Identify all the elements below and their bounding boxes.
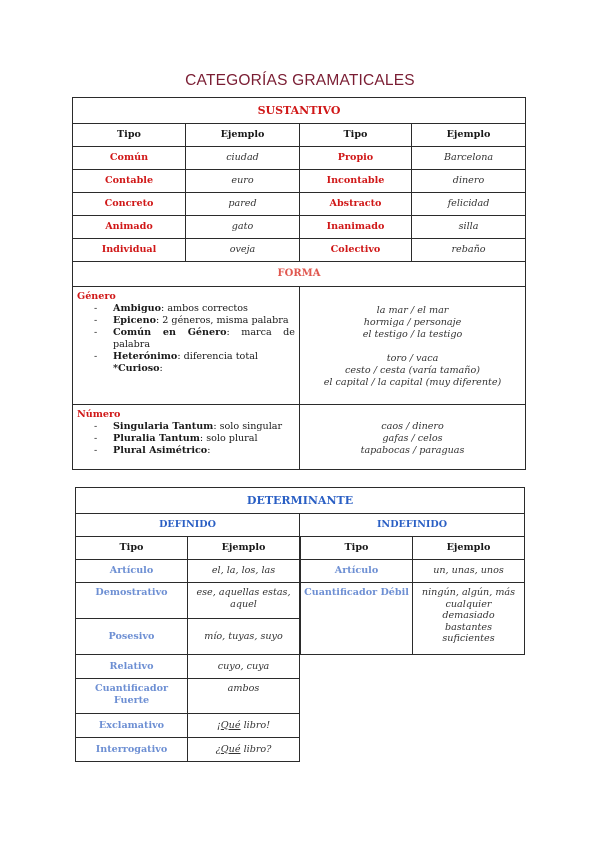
ejemplo-cell: ciudad: [186, 147, 300, 170]
list-item: - Singularia Tantum: solo singular: [94, 421, 283, 432]
tipo-cell: Propio: [300, 147, 412, 170]
determinante-heading: DETERMINANTE: [76, 488, 525, 514]
ejemplo-cell: cuyo, cuya: [188, 655, 300, 679]
tipo-cell: Cuantificador Débil: [301, 583, 413, 655]
tipo-cell: Inanimado: [300, 216, 412, 239]
col-header-ejemplo: Ejemplo: [188, 537, 300, 560]
list-item: - Plural Asimétrico:: [94, 445, 211, 456]
table-row: [73, 239, 526, 262]
list-item: - Pluralia Tantum: solo plural: [94, 433, 258, 444]
ejemplo-cell: Barcelona: [412, 147, 526, 170]
tipo-cell: Exclamativo: [76, 714, 188, 738]
tipo-cell: Interrogativo: [76, 738, 188, 762]
table-row: [76, 560, 300, 583]
ejemplo-cell: ningún, algún, más cualquier demasiado bastantes suficientes: [413, 583, 525, 655]
list-item: - Ambiguo: ambos correctos: [94, 303, 248, 314]
tipo-cell: Artículo: [76, 560, 188, 583]
list-item: - Epiceno: 2 géneros, misma palabra: [94, 315, 289, 326]
forma-heading: FORMA: [73, 262, 526, 287]
ejemplo-cell: oveja: [186, 239, 300, 262]
numero-label: Número: [77, 409, 121, 420]
col-header-ejemplo: Ejemplo: [412, 124, 526, 147]
table-row: [76, 714, 300, 738]
definido-heading: DEFINIDO: [76, 514, 300, 537]
table-row: [73, 193, 526, 216]
numero-cell: [73, 405, 300, 470]
col-header-tipo: Tipo: [300, 124, 412, 147]
ejemplo-cell: gato: [186, 216, 300, 239]
col-header-tipo: Tipo: [73, 124, 186, 147]
col-header-tipo: Tipo: [301, 537, 413, 560]
tipo-cell: Común: [73, 147, 186, 170]
list-item: *Curioso:: [113, 363, 163, 374]
tipo-cell: Contable: [73, 170, 186, 193]
ejemplo-cell: ambos: [188, 679, 300, 714]
determinante-header-table: [75, 487, 525, 537]
table-row: [73, 170, 526, 193]
genero-cell: [73, 287, 300, 405]
tipo-cell: Demostrativo: [76, 583, 188, 619]
page-title: CATEGORÍAS GRAMATICALES: [185, 72, 415, 89]
indefinido-heading: INDEFINIDO: [300, 514, 525, 537]
list-item: - Heterónimo: diferencia total: [94, 351, 258, 362]
sustantivo-heading: SUSTANTIVO: [73, 98, 526, 124]
tipo-cell: Abstracto: [300, 193, 412, 216]
tipo-cell: Concreto: [73, 193, 186, 216]
tipo-cell: Incontable: [300, 170, 412, 193]
tipo-cell: Relativo: [76, 655, 188, 679]
table-row: [301, 583, 525, 655]
ejemplo-cell: ese, aquellas estas, aquel: [188, 583, 300, 619]
tipo-cell: Artículo: [301, 560, 413, 583]
ejemplo-cell: ¡Qué libro!: [188, 714, 300, 738]
col-header-ejemplo: Ejemplo: [413, 537, 525, 560]
ejemplo-cell: pared: [186, 193, 300, 216]
table-row: [73, 216, 526, 239]
ejemplo-cell: rebaño: [412, 239, 526, 262]
genero-label: Género: [77, 291, 116, 302]
tipo-cell: Posesivo: [76, 619, 188, 655]
table-row: [76, 583, 300, 619]
ejemplo-cell: ¿Qué libro?: [188, 738, 300, 762]
list-item: - Común en Género: marca de palabra: [94, 327, 295, 350]
table-row: [76, 738, 300, 762]
ejemplo-cell: mío, tuyas, suyo: [188, 619, 300, 655]
definido-table: [75, 536, 300, 762]
numero-examples: caos / dinero gafas / celos tapabocas / paraguas: [300, 405, 526, 470]
tipo-cell: Individual: [73, 239, 186, 262]
ejemplo-cell: un, unas, unos: [413, 560, 525, 583]
col-header-tipo: Tipo: [76, 537, 188, 560]
ejemplo-cell: dinero: [412, 170, 526, 193]
ejemplo-cell: felicidad: [412, 193, 526, 216]
table-row: [73, 147, 526, 170]
table-row: [76, 655, 300, 679]
tipo-cell: Cuantificador Fuerte: [76, 679, 188, 714]
ejemplo-cell: el, la, los, las: [188, 560, 300, 583]
indefinido-table: [300, 536, 525, 655]
ejemplo-cell: euro: [186, 170, 300, 193]
tipo-cell: Animado: [73, 216, 186, 239]
tipo-cell: Colectivo: [300, 239, 412, 262]
table-row: [76, 679, 300, 714]
sustantivo-table: [72, 97, 526, 470]
genero-examples: la mar / el mar hormiga / personaje el testigo / la testigo toro / vaca cesto / cesta (varía tamaño) el capital / la capital (muy diferente): [300, 287, 526, 405]
table-row: [301, 560, 525, 583]
ejemplo-cell: silla: [412, 216, 526, 239]
col-header-ejemplo: Ejemplo: [186, 124, 300, 147]
table-row: [76, 619, 300, 655]
